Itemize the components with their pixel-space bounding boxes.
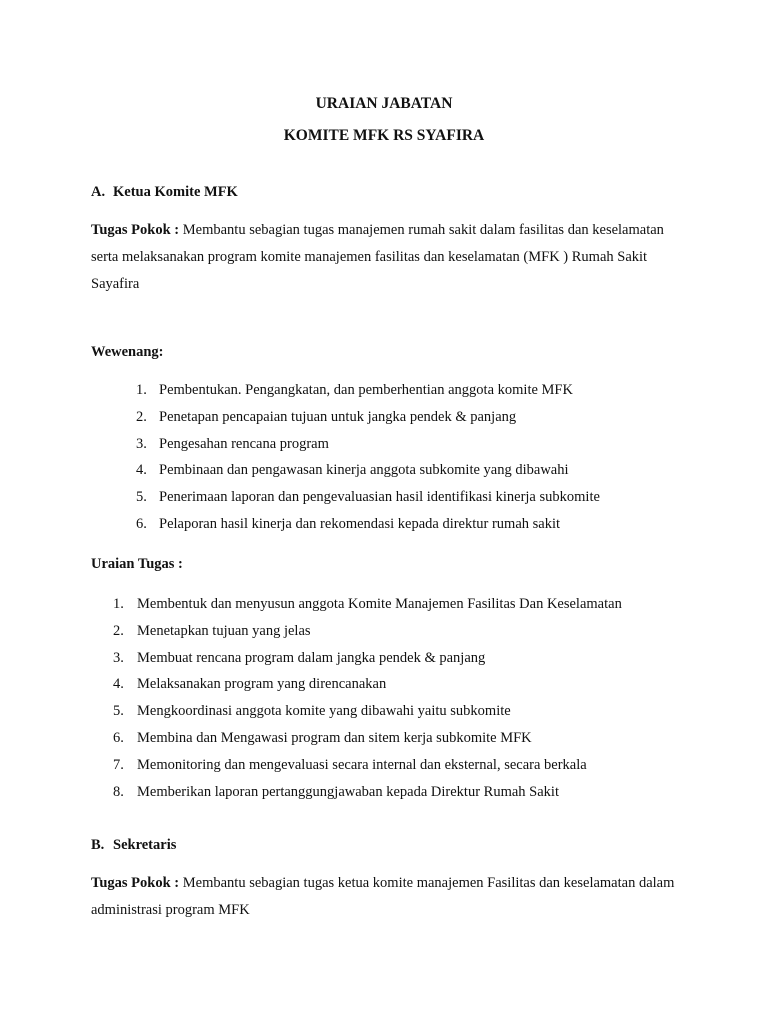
- section-a-heading: [91, 182, 238, 202]
- list-item-number: 4.: [113, 676, 124, 693]
- uraian-tugas-heading: Uraian Tugas :: [91, 556, 183, 572]
- list-item-text: Membuat rencana program dalam jangka pendek & panjang: [137, 649, 486, 666]
- list-item-text: Pelaporan hasil kinerja dan rekomendasi kepada direktur rumah sakit: [159, 515, 561, 532]
- list-item-number: 8.: [113, 783, 124, 800]
- list-item-number: 2.: [113, 622, 124, 639]
- section-b-heading: [91, 835, 176, 855]
- document-title: URAIAN JABATAN: [315, 95, 453, 112]
- list-item-text: Membina dan Mengawasi program dan sitem kerja subkomite MFK: [137, 729, 532, 746]
- list-item-number: 6.: [136, 515, 147, 532]
- list-item-text: Pengesahan rencana program: [159, 435, 329, 452]
- list-item-text: Menetapkan tujuan yang jelas: [137, 622, 311, 639]
- wewenang-heading: Wewenang:: [91, 344, 164, 360]
- section-a-tugas-text: Membantu sebagian tugas manajemen rumah sakit dalam fasilitas dan keselamatan serta melaksanakan program komite manajemen fasilitas dan keselamatan (MFK ) Rumah Sakit Sayafira: [91, 222, 664, 292]
- list-item-number: 1.: [113, 596, 124, 612]
- list-item-number: 7.: [113, 756, 124, 773]
- list-item-text: Memberikan laporan pertanggungjawaban kepada Direktur Rumah Sakit: [137, 783, 559, 800]
- list-item-text: Mengkoordinasi anggota komite yang dibawahi yaitu subkomite: [137, 703, 511, 720]
- section-b-title: Sekretaris: [113, 837, 177, 853]
- document-subtitle: KOMITE MFK RS SYAFIRA: [283, 127, 485, 144]
- section-a-tugas-pokok: [91, 217, 691, 298]
- list-item-number: 3.: [113, 649, 124, 666]
- section-a-letter: A.: [91, 184, 106, 200]
- list-item-number: 5.: [136, 489, 147, 506]
- section-a-tugas-label: Tugas Pokok :: [91, 222, 180, 238]
- list-item-text: Memonitoring dan mengevaluasi secara internal dan eksternal, secara berkala: [137, 756, 587, 773]
- list-item-text: Membentuk dan menyusun anggota Komite Manajemen Fasilitas Dan Keselamatan: [137, 596, 622, 612]
- list-item-number: 3.: [136, 435, 147, 452]
- list-item-number: 6.: [113, 729, 124, 746]
- list-item-text: Pembinaan dan pengawasan kinerja anggota subkomite yang dibawahi: [159, 462, 569, 479]
- section-a-title: Ketua Komite MFK: [113, 184, 238, 200]
- list-item-number: 1.: [136, 382, 147, 398]
- list-item-text: Penetapan pencapaian tujuan untuk jangka pendek & panjang: [159, 408, 517, 425]
- list-item-text: Penerimaan laporan dan pengevaluasian hasil identifikasi kinerja subkomite: [159, 489, 600, 506]
- list-item-number: 2.: [136, 408, 147, 425]
- section-b-letter: B.: [91, 837, 105, 853]
- section-b-tugas-text: Membantu sebagian tugas ketua komite manajemen Fasilitas dan keselamatan dalam administrasi program MFK: [91, 875, 675, 918]
- list-item-text: Melaksanakan program yang direncanakan: [137, 676, 387, 693]
- list-item-number: 4.: [136, 462, 147, 479]
- section-b-tugas-label: Tugas Pokok :: [91, 875, 180, 891]
- list-item-number: 5.: [113, 703, 124, 720]
- list-item-text: Pembentukan. Pengangkatan, dan pemberhentian anggota komite MFK: [159, 382, 573, 398]
- section-b-tugas-pokok: [91, 870, 691, 924]
